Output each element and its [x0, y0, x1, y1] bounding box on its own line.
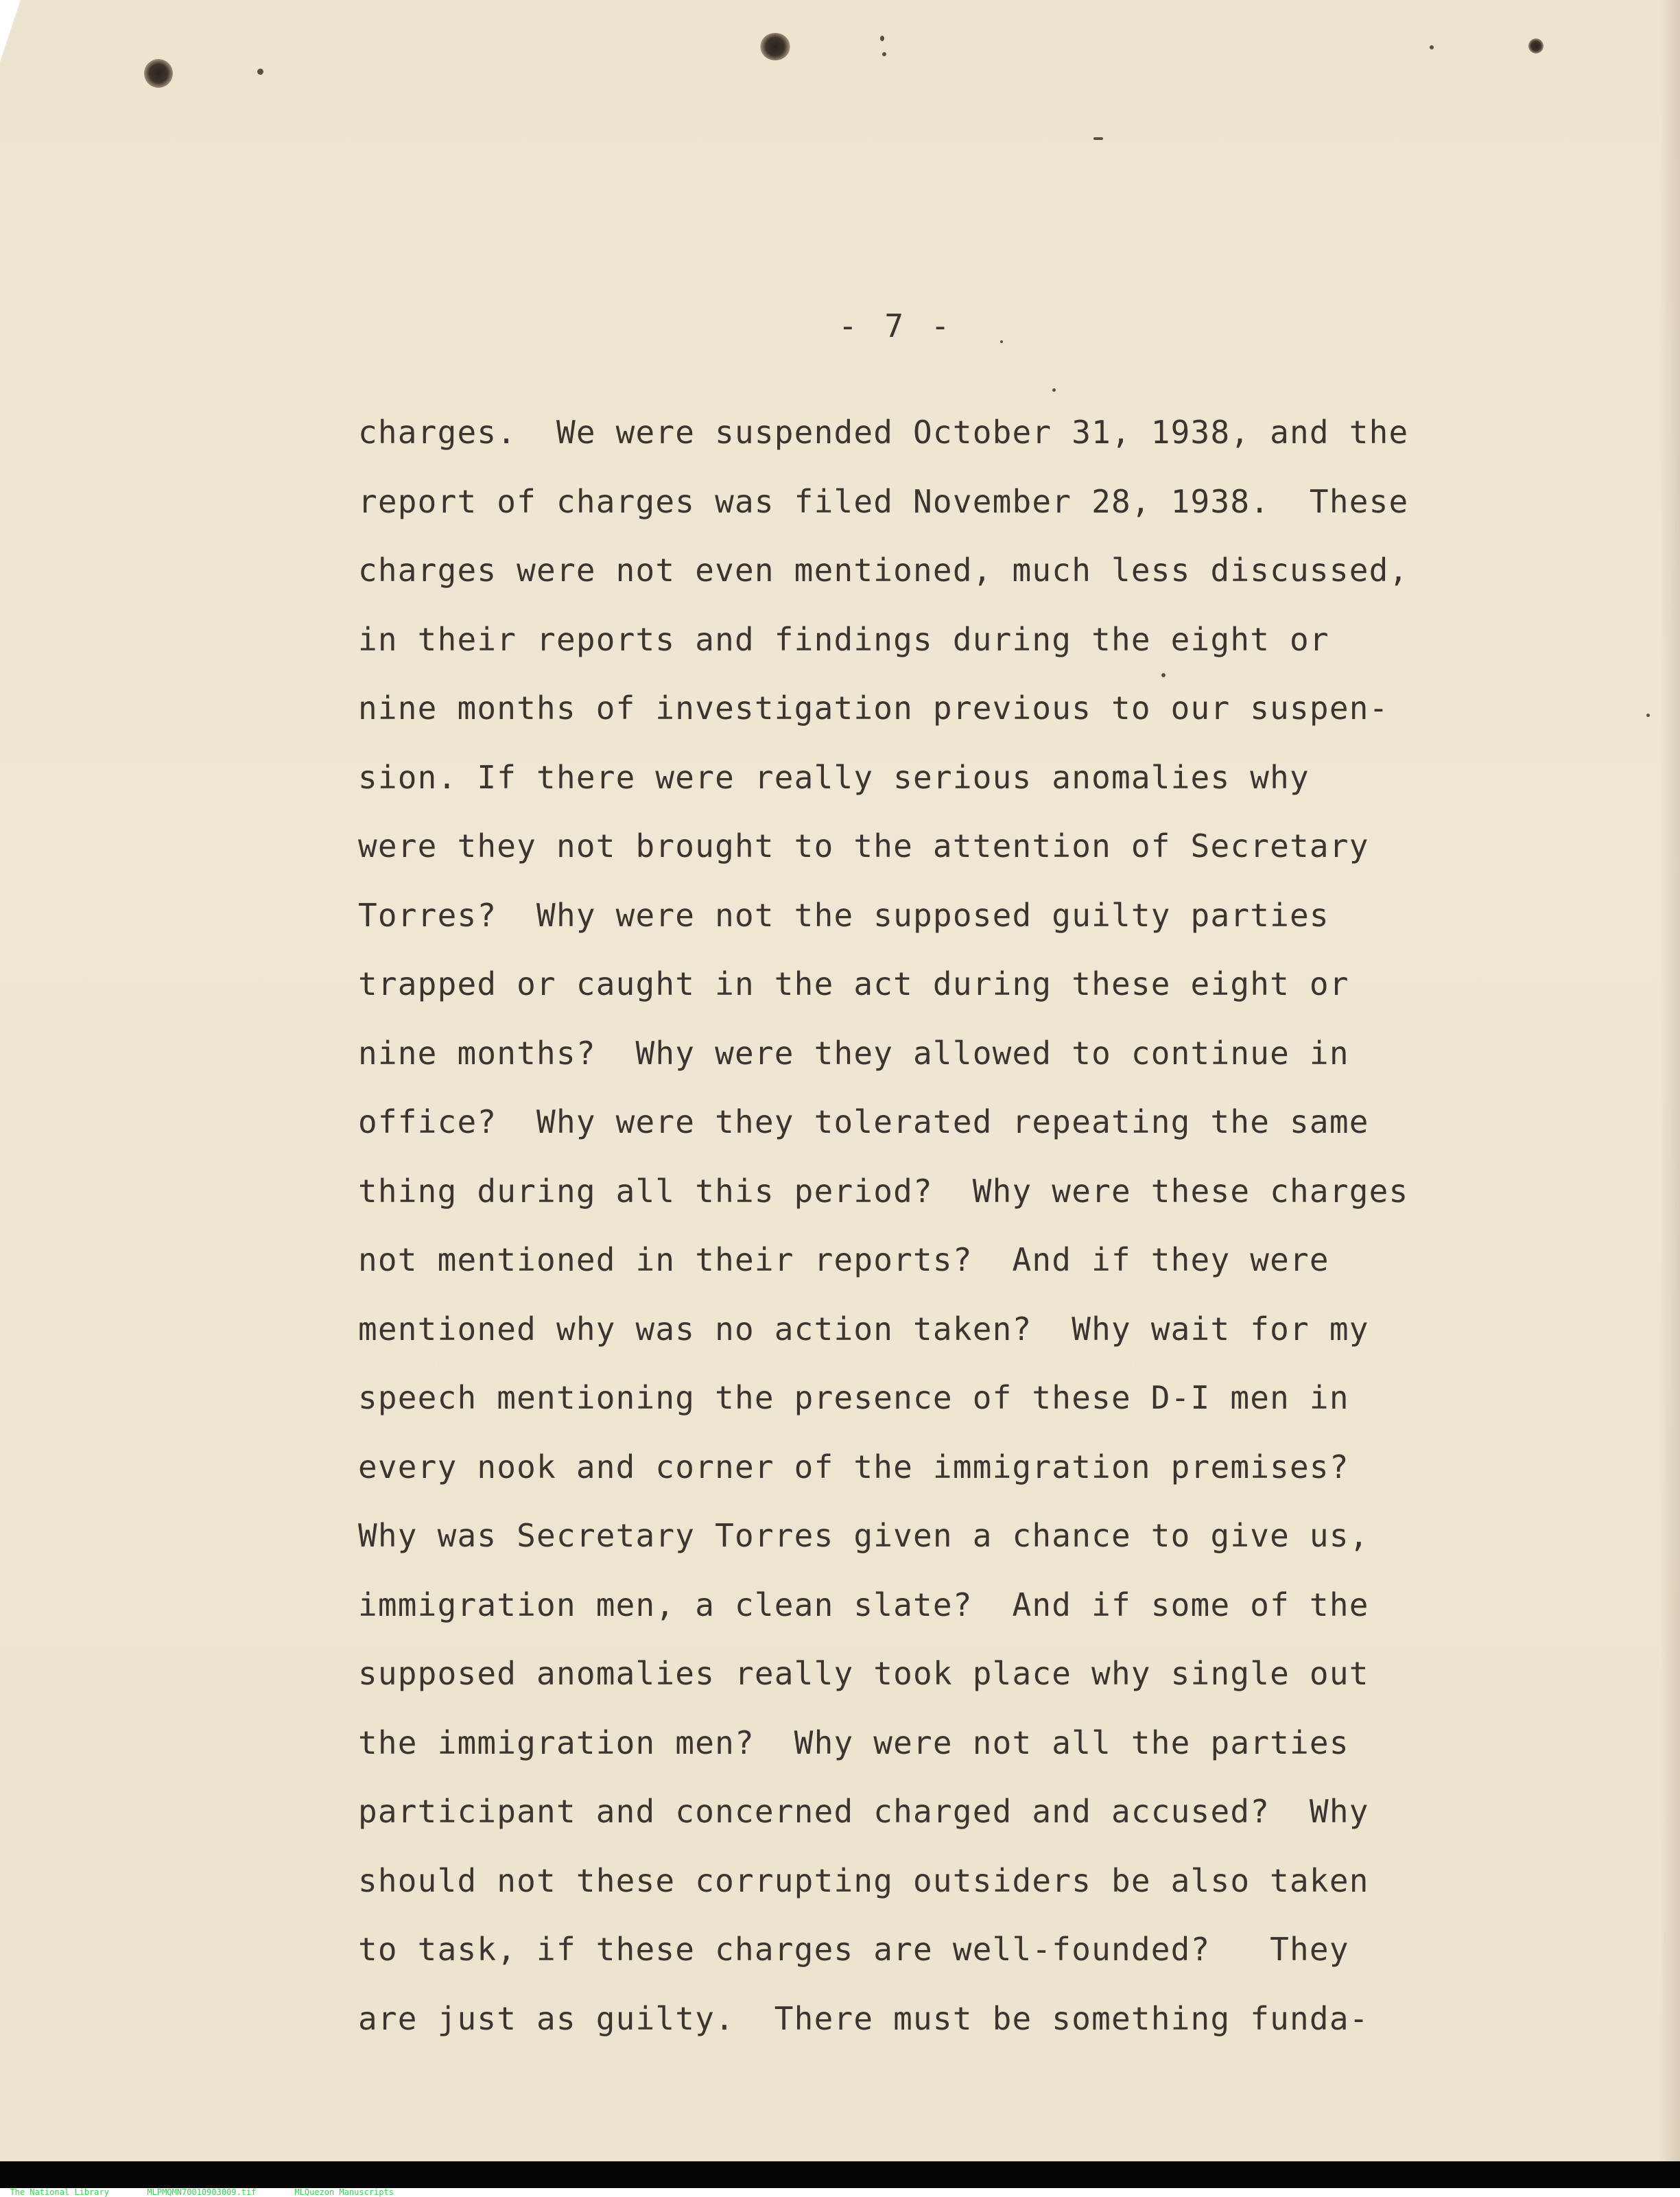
text-line: should not these corrupting outsiders be also taken — [358, 1861, 1369, 1899]
paper-speck — [1000, 340, 1003, 343]
typed-letter-body — [358, 405, 1565, 2060]
punch-hole — [144, 59, 173, 88]
text-line: report of charges was filed November 28, 1938. These — [358, 482, 1409, 520]
text-line: immigration men, a clean slate? And if some of the — [358, 1586, 1369, 1623]
text-line: charges were not even mentioned, much less discussed, — [358, 552, 1409, 589]
text-line: mentioned why was no action taken? Why wait for my — [358, 1310, 1369, 1348]
paper-speck — [882, 52, 886, 56]
text-line: supposed anomalies really took place why single out — [358, 1655, 1369, 1692]
paper-speck — [1093, 137, 1103, 140]
paper-speck — [1646, 714, 1650, 717]
text-line: in their reports and findings during the eight or — [358, 620, 1329, 658]
paper-speck — [1430, 45, 1434, 49]
page-number: - 7 - — [838, 307, 954, 344]
text-line: trapped or caught in the act during these eight or — [358, 965, 1349, 1002]
scan-footer — [0, 2178, 394, 2197]
punch-hole — [1528, 38, 1543, 54]
text-line: were they not brought to the attention of Secretary — [358, 827, 1369, 865]
paper-speck — [257, 69, 263, 75]
text-line: thing during all this period? Why were these charges — [358, 1172, 1409, 1210]
text-line: charges. We were suspended October 31, 1938, and the — [358, 414, 1409, 451]
text-line: speech mentioning the presence of these D-I men in — [358, 1379, 1349, 1416]
text-line: Why was Secretary Torres given a chance to give us, — [358, 1517, 1369, 1554]
text-line: are just as guilty. There must be something funda- — [358, 1999, 1369, 2037]
paper-speck — [880, 36, 884, 41]
paper-speck — [1052, 388, 1056, 392]
footer-filename: MLPMQMN70010903009.tif — [147, 2187, 257, 2197]
text-line: nine months? Why were they allowed to continue in — [358, 1034, 1349, 1072]
punch-hole — [760, 33, 790, 60]
torn-corner — [0, 0, 21, 62]
text-line: to task, if these charges are well-founded? They — [358, 1931, 1349, 1968]
footer-library: The National Library — [10, 2187, 109, 2197]
text-line: office? Why were they tolerated repeating the same — [358, 1103, 1369, 1140]
page-edge-shadow — [1659, 0, 1680, 2161]
text-line: every nook and corner of the immigration premises? — [358, 1448, 1349, 1485]
text-line: participant and concerned charged and accused? Why — [358, 1793, 1369, 1830]
text-line: Torres? Why were not the supposed guilty parties — [358, 896, 1329, 934]
text-line: sion. If there were really serious anomalies why — [358, 758, 1310, 796]
text-line: nine months of investigation previous to our suspen- — [358, 690, 1389, 727]
footer-collection: MLQuezon Manuscripts — [294, 2187, 394, 2197]
text-line: not mentioned in their reports? And if they were — [358, 1241, 1329, 1278]
text-line: the immigration men? Why were not all the parties — [358, 1724, 1349, 1761]
